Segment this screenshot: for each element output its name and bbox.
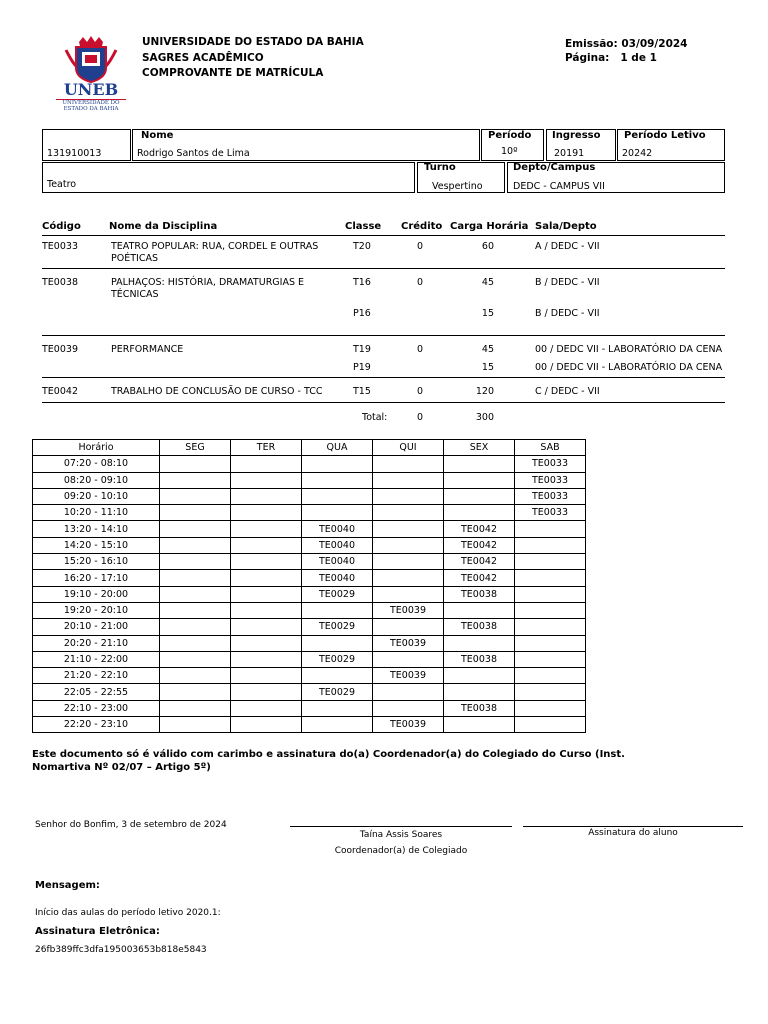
schedule-time-cell: 10:20 - 11:10 <box>33 505 160 521</box>
schedule-cell: TE0033 <box>515 505 586 521</box>
col-nome: Nome da Disciplina <box>109 221 218 232</box>
schedule-cell: TE0038 <box>444 651 515 667</box>
col-codigo: Código <box>42 221 81 232</box>
schedule-time-cell: 08:20 - 09:10 <box>33 472 160 488</box>
schedule-cell <box>160 456 231 472</box>
schedule-cell <box>160 554 231 570</box>
schedule-cell: TE0042 <box>444 554 515 570</box>
schedule-cell <box>373 570 444 586</box>
schedule-cell: TE0038 <box>444 700 515 716</box>
schedule-cell <box>515 635 586 651</box>
uneb-logo <box>52 36 130 114</box>
schedule-cell: TE0039 <box>373 668 444 684</box>
col-sala: Sala/Depto <box>535 221 597 232</box>
logo-text: UNEB <box>63 80 119 99</box>
schedule-col-header: QUA <box>302 440 373 456</box>
schedule-row <box>33 521 586 537</box>
schedule-cell <box>444 472 515 488</box>
schedule-time-cell: 22:10 - 23:00 <box>33 700 160 716</box>
schedule-cell <box>373 488 444 504</box>
divider <box>42 377 725 378</box>
schedule-cell <box>231 668 302 684</box>
schedule-row <box>33 619 586 635</box>
schedule-time-cell: 13:20 - 14:10 <box>33 521 160 537</box>
schedule-col-header: QUI <box>373 440 444 456</box>
schedule-row <box>33 586 586 602</box>
periodo-value: 10º <box>501 146 518 157</box>
schedule-cell <box>302 602 373 618</box>
matricula-value: 131910013 <box>47 148 102 159</box>
schedule-cell <box>231 700 302 716</box>
schedule-row <box>33 554 586 570</box>
schedule-cell <box>231 684 302 700</box>
schedule-row <box>33 684 586 700</box>
schedule-col-header: SEX <box>444 440 515 456</box>
periodo-letivo-box <box>617 129 725 161</box>
schedule-header-row <box>33 440 586 456</box>
assinatura-hash: 26fb389ffc3dfa195003653b818e5843 <box>35 945 207 955</box>
coordinator-name: Taína Assis Soares <box>359 830 443 840</box>
place-date: Senhor do Bonfim, 3 de setembro de 2024 <box>35 820 227 830</box>
schedule-cell <box>444 668 515 684</box>
schedule-cell <box>444 488 515 504</box>
total-credito: 0 <box>417 412 424 423</box>
schedule-col-header: TER <box>231 440 302 456</box>
schedule-cell <box>302 668 373 684</box>
schedule-cell <box>515 537 586 553</box>
schedule-cell <box>302 635 373 651</box>
depto-box <box>507 162 725 193</box>
schedule-cell <box>160 586 231 602</box>
col-credito: Crédito <box>401 221 443 232</box>
schedule-cell <box>302 456 373 472</box>
schedule-cell <box>231 472 302 488</box>
schedule-cell <box>515 700 586 716</box>
col-carga: Carga Horária <box>450 221 529 232</box>
divider <box>42 235 725 236</box>
schedule-cell <box>373 700 444 716</box>
schedule-time-cell: 21:10 - 22:00 <box>33 651 160 667</box>
periodo-box <box>481 129 544 161</box>
schedule-cell <box>373 651 444 667</box>
schedule-cell <box>373 554 444 570</box>
schedule-time-cell: 09:20 - 10:10 <box>33 488 160 504</box>
logo-subtitle-1: UNIVERSIDADE DO <box>62 100 120 106</box>
schedule-cell: TE0040 <box>302 537 373 553</box>
schedule-time-cell: 14:20 - 15:10 <box>33 537 160 553</box>
schedule-cell <box>515 586 586 602</box>
schedule-cell <box>444 684 515 700</box>
student-signature-line <box>523 826 743 827</box>
schedule-cell <box>231 521 302 537</box>
schedule-col-header: Horário <box>33 440 160 456</box>
schedule-row <box>33 635 586 651</box>
schedule-row <box>33 717 586 733</box>
schedule-cell <box>515 521 586 537</box>
schedule-cell <box>302 505 373 521</box>
schedule-cell <box>515 554 586 570</box>
schedule-cell <box>444 717 515 733</box>
schedule-cell <box>231 651 302 667</box>
page-number: Página: 1 de 1 <box>565 52 657 64</box>
schedule-cell <box>515 717 586 733</box>
schedule-cell <box>373 521 444 537</box>
depto-value: DEDC - CAMPUS VII <box>513 181 605 192</box>
schedule-cell: TE0039 <box>373 635 444 651</box>
coordinator-role: Coordenador(a) de Colegiado <box>334 846 468 856</box>
periodo-letivo-label: Período Letivo <box>624 130 706 141</box>
schedule-cell <box>302 700 373 716</box>
turno-box <box>417 162 505 193</box>
divider <box>42 335 725 336</box>
schedule-time-cell: 22:05 - 22:55 <box>33 684 160 700</box>
schedule-row <box>33 488 586 504</box>
schedule-cell: TE0040 <box>302 554 373 570</box>
depto-label: Depto/Campus <box>513 162 596 173</box>
schedule-table <box>32 439 586 733</box>
schedule-cell <box>160 651 231 667</box>
schedule-cell <box>444 602 515 618</box>
schedule-cell <box>515 684 586 700</box>
schedule-cell <box>231 619 302 635</box>
schedule-cell <box>160 684 231 700</box>
ingresso-label: Ingresso <box>552 130 601 141</box>
schedule-row <box>33 700 586 716</box>
schedule-cell <box>231 488 302 504</box>
schedule-cell: TE0029 <box>302 651 373 667</box>
mensagem-label: Mensagem: <box>35 880 100 891</box>
schedule-cell <box>160 717 231 733</box>
periodo-letivo-value: 20242 <box>622 148 653 159</box>
schedule-cell <box>302 488 373 504</box>
schedule-cell <box>302 717 373 733</box>
schedule-cell <box>231 456 302 472</box>
schedule-time-cell: 15:20 - 16:10 <box>33 554 160 570</box>
emission-date: Emissão: 03/09/2024 <box>565 38 688 50</box>
schedule-cell: TE0033 <box>515 472 586 488</box>
schedule-cell <box>231 537 302 553</box>
schedule-cell <box>231 505 302 521</box>
schedule-cell <box>160 472 231 488</box>
schedule-cell <box>160 537 231 553</box>
schedule-row <box>33 456 586 472</box>
schedule-cell: TE0042 <box>444 521 515 537</box>
schedule-cell <box>444 635 515 651</box>
schedule-time-cell: 16:20 - 17:10 <box>33 570 160 586</box>
schedule-cell <box>373 586 444 602</box>
schedule-row <box>33 537 586 553</box>
divider <box>42 268 725 269</box>
nome-box <box>132 129 480 161</box>
schedule-cell <box>515 651 586 667</box>
schedule-cell <box>160 635 231 651</box>
schedule-row <box>33 602 586 618</box>
assinatura-label: Assinatura Eletrônica: <box>35 926 160 937</box>
periodo-label: Período <box>488 130 532 141</box>
schedule-cell <box>231 586 302 602</box>
schedule-cell <box>231 602 302 618</box>
logo-subtitle-2: ESTADO DA BAHIA <box>63 106 119 112</box>
schedule-cell: TE0042 <box>444 570 515 586</box>
validity-note: Este documento só é válido com carimbo e assinatura do(a) Coordenador(a) do Colegiado do Curso (Inst. Nomartiva Nº 02/07 – Artigo 5º) <box>32 749 625 773</box>
schedule-cell <box>515 619 586 635</box>
ingresso-box <box>546 129 616 161</box>
institution-name: UNIVERSIDADE DO ESTADO DA BAHIA <box>142 36 364 48</box>
schedule-cell: TE0033 <box>515 488 586 504</box>
schedule-cell <box>444 505 515 521</box>
schedule-row <box>33 651 586 667</box>
schedule-cell <box>373 456 444 472</box>
schedule-cell: TE0040 <box>302 521 373 537</box>
schedule-cell: TE0038 <box>444 619 515 635</box>
schedule-cell <box>515 570 586 586</box>
schedule-col-header: SAB <box>515 440 586 456</box>
curso-value: Teatro <box>47 179 77 190</box>
document-title: COMPROVANTE DE MATRÍCULA <box>142 67 324 79</box>
schedule-cell: TE0038 <box>444 586 515 602</box>
divider <box>42 402 725 403</box>
schedule-cell <box>160 700 231 716</box>
schedule-cell <box>160 488 231 504</box>
schedule-cell <box>231 635 302 651</box>
schedule-cell: TE0039 <box>373 717 444 733</box>
schedule-cell: TE0029 <box>302 684 373 700</box>
col-classe: Classe <box>345 221 382 232</box>
schedule-time-cell: 19:20 - 20:10 <box>33 602 160 618</box>
schedule-time-cell: 20:10 - 21:00 <box>33 619 160 635</box>
total-carga: 300 <box>475 412 494 423</box>
schedule-time-cell: 22:20 - 23:10 <box>33 717 160 733</box>
schedule-cell: TE0029 <box>302 586 373 602</box>
schedule-cell: TE0040 <box>302 570 373 586</box>
system-name: SAGRES ACADÊMICO <box>142 52 264 64</box>
schedule-cell <box>515 668 586 684</box>
schedule-cell <box>231 570 302 586</box>
ingresso-value: 20191 <box>554 148 585 159</box>
schedule-row <box>33 668 586 684</box>
schedule-time-cell: 07:20 - 08:10 <box>33 456 160 472</box>
schedule-cell <box>160 505 231 521</box>
curso-box <box>42 162 415 193</box>
schedule-cell <box>373 619 444 635</box>
schedule-cell: TE0029 <box>302 619 373 635</box>
turno-label: Turno <box>424 162 456 173</box>
schedule-cell <box>515 602 586 618</box>
schedule-row <box>33 505 586 521</box>
schedule-cell <box>373 684 444 700</box>
schedule-cell <box>373 472 444 488</box>
schedule-row <box>33 570 586 586</box>
total-label: Total: <box>362 412 388 423</box>
schedule-cell <box>231 717 302 733</box>
coordinator-signature-line <box>290 826 512 827</box>
schedule-cell <box>373 537 444 553</box>
schedule-cell <box>160 602 231 618</box>
schedule-cell: TE0042 <box>444 537 515 553</box>
schedule-cell <box>160 521 231 537</box>
schedule-row <box>33 472 586 488</box>
schedule-cell <box>160 570 231 586</box>
schedule-cell <box>231 554 302 570</box>
schedule-cell: TE0039 <box>373 602 444 618</box>
turno-value: Vespertino <box>432 181 483 192</box>
nome-label: Nome <box>141 130 174 141</box>
matricula-box <box>42 129 131 161</box>
mensagem-text: Início das aulas do período letivo 2020.1: <box>35 908 221 918</box>
nome-value: Rodrigo Santos de Lima <box>137 148 250 159</box>
student-signature-label: Assinatura do aluno <box>588 828 678 838</box>
schedule-time-cell: 20:20 - 21:10 <box>33 635 160 651</box>
schedule-cell <box>160 668 231 684</box>
schedule-time-cell: 19:10 - 20:00 <box>33 586 160 602</box>
schedule-time-cell: 21:20 - 22:10 <box>33 668 160 684</box>
schedule-cell <box>444 456 515 472</box>
schedule-col-header: SEG <box>160 440 231 456</box>
schedule-cell <box>160 619 231 635</box>
schedule-cell <box>302 472 373 488</box>
schedule-cell <box>373 505 444 521</box>
schedule-cell: TE0033 <box>515 456 586 472</box>
